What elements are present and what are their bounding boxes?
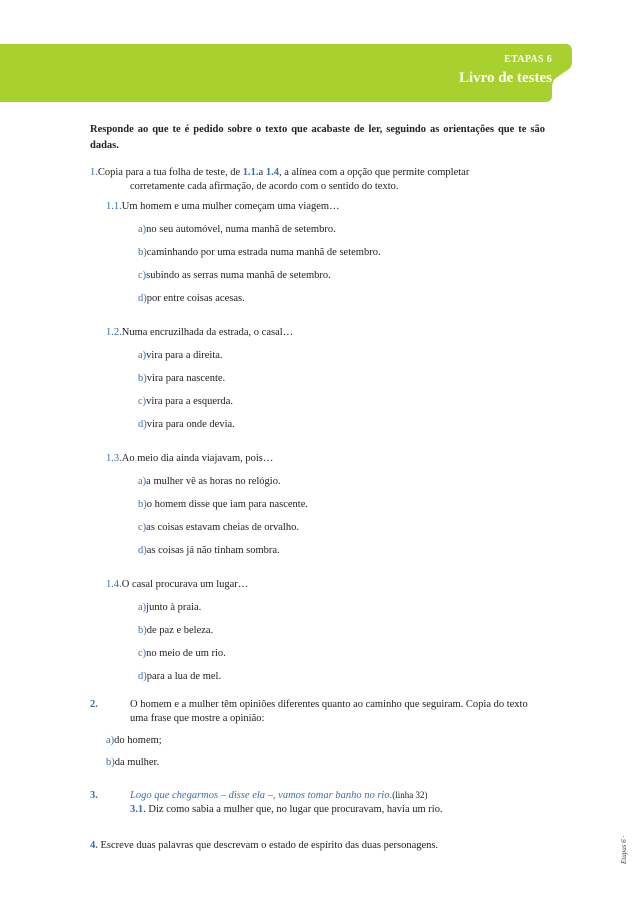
question-text-cont: uma frase que mostre a opinião: [130,713,265,724]
option-c: c)as coisas estavam cheias de orvalho. [138,522,299,533]
option-a: a)junto à praia. [138,602,202,613]
question-text: O homem e a mulher têm opiniões diferentes quanto ao caminho que seguiram. Copia do texto [130,699,528,710]
option-a: a)a mulher vê as horas no relógio. [138,476,281,487]
question-number: 4. [90,840,98,851]
option-a: a)do homem; [106,735,162,746]
question-number: 3. [90,790,98,801]
option-d: d)vira para onde devia. [138,419,235,430]
quote: Logo que chegarmos – disse ela –, vamos tomar banho no rio. [130,790,393,801]
header-banner [0,0,638,120]
book-title: Livro de testes [458,70,552,86]
option-b: b)de paz e beleza. [138,625,214,636]
option-a: a)vira para a direita. [138,350,223,361]
option-c: c)no meio de um rio. [138,648,226,659]
question-4 [90,839,545,853]
question-number: 1. [90,167,98,178]
sub-question-1-1: 1.1.Um homem e uma mulher começam uma viagem… a)no seu automóvel, numa manhã de setembro. b)caminhando por uma estrada numa manhã de setembro. c)subindo as serras numa manhã de setembro. d)por entre coisas acesas. [106,200,545,306]
instructions: Responde ao que te é pedido sobre o texto que acabaste de ler, seguindo as orientações que te são dadas. [90,124,545,151]
question-text: Escreve duas palavras que descrevam o estado de espírito das duas personagens. [100,840,439,851]
side-footer-label [616,826,630,866]
question-2 [90,698,545,770]
option-b: b)vira para nascente. [138,373,226,384]
side-footer-text: Etapas 6 · [620,835,628,864]
question-text-cont: corretamente cada afirmação, de acordo com o sentido do texto. [130,181,399,192]
question-number: 2. [90,699,98,710]
option-d: d)por entre coisas acesas. [138,293,245,304]
sub-question-1-4: 1.4.O casal procurava um lugar… a)junto à praia. b)de paz e beleza. c)no meio de um rio. d)para a lua de mel. [106,578,545,684]
option-b: b)caminhando por uma estrada numa manhã de setembro. [138,247,381,258]
question-3 [90,788,545,817]
sub-question-1-3: 1.3.Ao meio dia ainda viajavam, pois… a)a mulher vê as horas no relógio. b)o homem disse que iam para nascente. c)as coisas estavam cheias de orvalho. d)as coisas já não tinham sombra. [106,452,545,558]
option-c: c)vira para a esquerda. [138,396,234,407]
series-label: ETAPAS 6 [504,54,552,65]
option-d: d)para a lua de mel. [138,671,222,682]
question-1 [90,166,545,684]
sub-question-1-2: 1.2.Numa encruzilhada da estrada, o casal… a)vira para a direita. b)vira para nascente. c)vira para a esquerda. d)vira para onde devia. [106,326,545,432]
option-b: b)da mulher. [106,757,160,768]
document-body [90,122,545,853]
option-a: a)no seu automóvel, numa manhã de setembro. [138,224,336,235]
option-b: b)o homem disse que iam para nascente. [138,499,308,510]
option-c: c)subindo as serras numa manhã de setembro. [138,270,331,281]
question-text: Copia para a tua folha de teste, de 1.1.a 1.4, a alínea com a opção que permite completar [97,167,470,178]
sub-question-3-1: 3.1. Diz como sabia a mulher que, no lugar que procuravam, havia um rio. [130,804,443,815]
line-reference: (linha 32) [392,790,428,800]
option-d: d)as coisas já não tinham sombra. [138,545,280,556]
